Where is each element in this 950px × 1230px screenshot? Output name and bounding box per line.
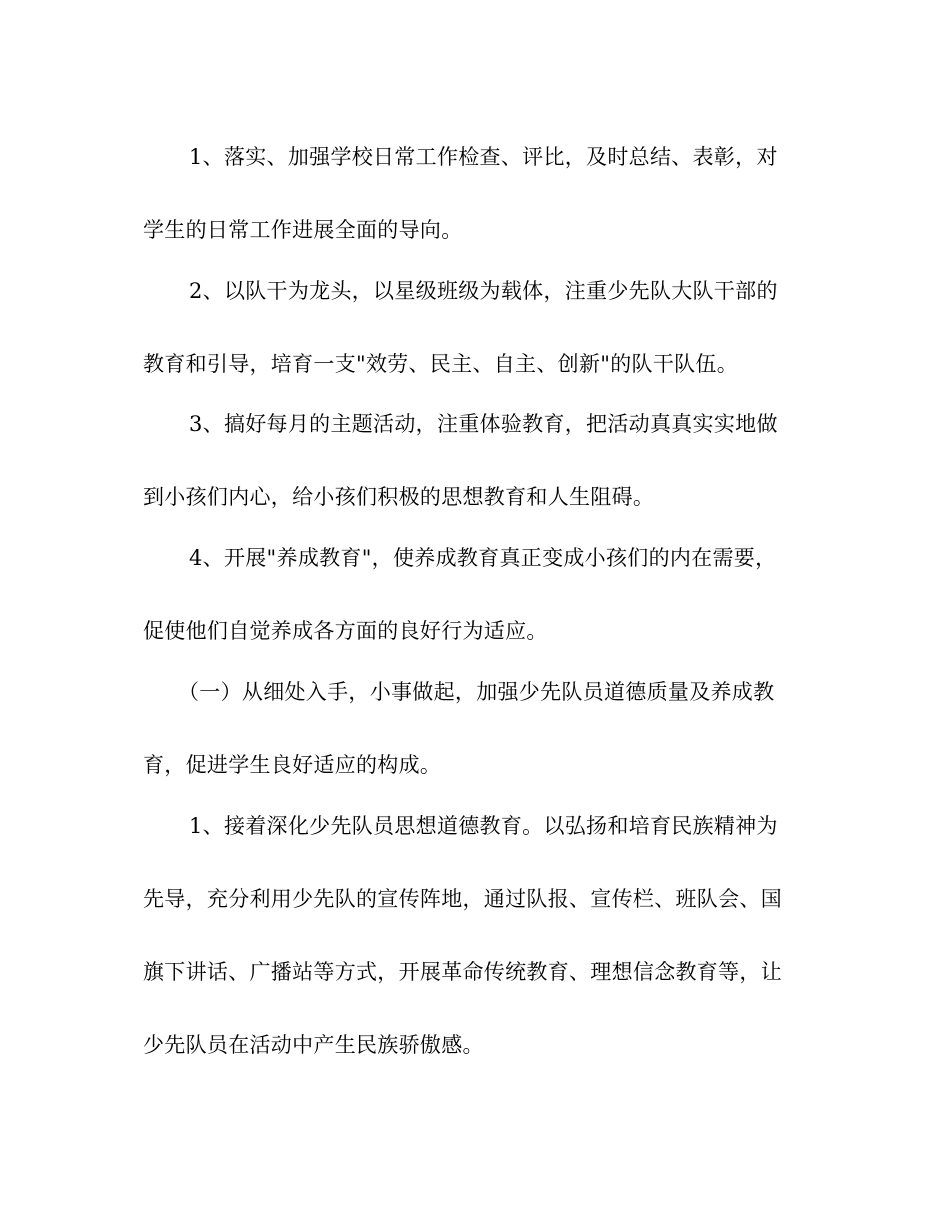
- paragraph-2-line-1: 2、以队干为龙头，以星级班级为载体，注重少先队大队干部的: [189, 279, 778, 303]
- section-heading-line-2: 育，促进学生良好适应的构成。: [143, 753, 442, 777]
- paragraph-4-line-2: 促使他们自觉养成各方面的良好行为适应。: [143, 619, 548, 643]
- paragraph-5-line-3: 旗下讲话、广播站等方式，开展革命传统教育、理想信念教育等，让: [143, 960, 782, 984]
- paragraph-3-line-2: 到小孩们内心，给小孩们积极的思想教育和人生阻碍。: [143, 485, 655, 509]
- paragraph-1-line-1: 1、落实、加强学校日常工作检查、评比，及时总结、表彰，对: [189, 145, 778, 169]
- paragraph-1-line-2: 学生的日常工作进展全面的导向。: [143, 218, 463, 242]
- paragraph-4-line-1: 4、开展"养成教育"，使养成教育真正变成小孩们的内在需要，: [189, 546, 777, 570]
- paragraph-3-line-1: 3、搞好每月的主题活动，注重体验教育，把活动真真实实地做: [189, 412, 778, 436]
- paragraph-5-line-2: 先导，充分利用少先队的宣传阵地，通过队报、宣传栏、班队会、国: [143, 887, 782, 911]
- paragraph-5-line-1: 1、接着深化少先队员思想道德教育。以弘扬和培育民族精神为: [189, 814, 778, 838]
- section-heading-line-1: （一）从细处入手，小事做起，加强少先队员道德质量及养成教: [178, 680, 775, 704]
- paragraph-2-line-2: 教育和引导，培育一支"效劳、民主、自主、创新"的队干队伍。: [143, 352, 739, 376]
- paragraph-5-line-4: 少先队员在活动中产生民族骄傲感。: [143, 1033, 484, 1057]
